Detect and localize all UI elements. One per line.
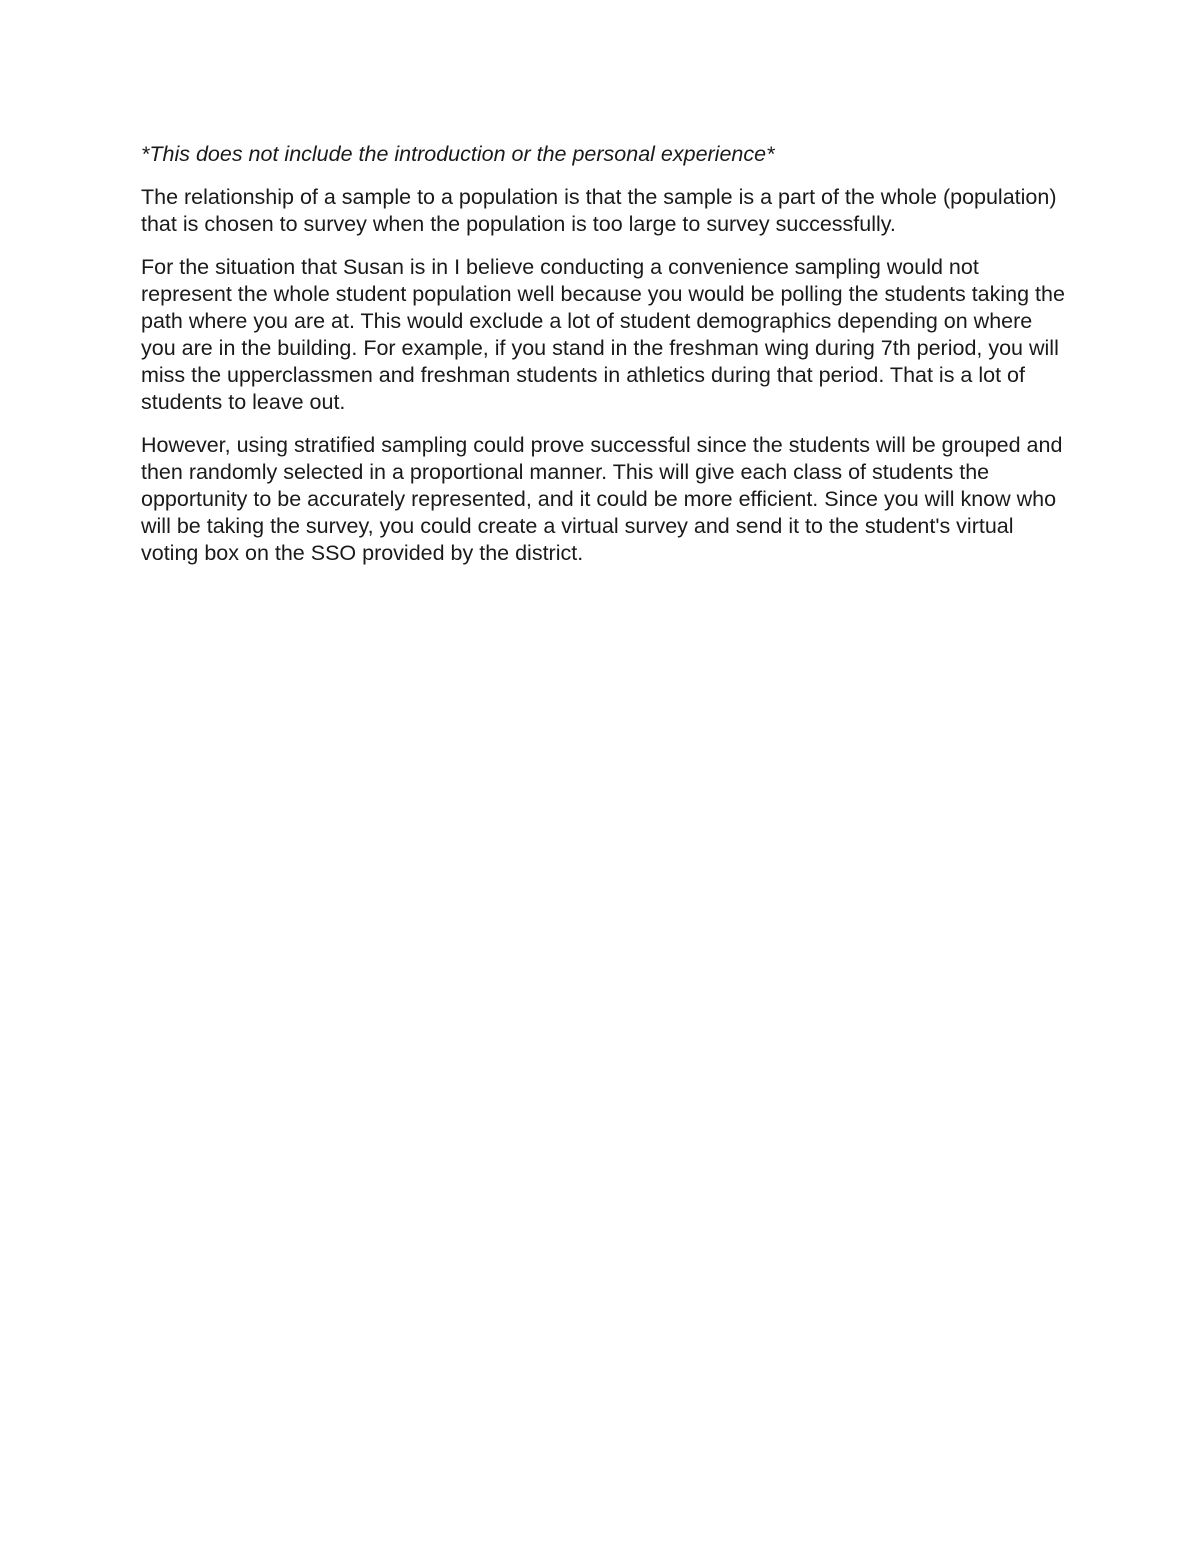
scope-note: *This does not include the introduction or the personal experience*	[141, 142, 775, 166]
paragraph-stratified-sampling: However, using stratified sampling could prove successful since the students will be grouped and then randomly selected in a proportional manner. This will give each class of students the opportunity to be accurately represented, and it could be more efficient. Since you will know who will be taking the survey, you could create a virtual survey and send it to the student's virtual voting box on the SSO provided by the district.	[141, 433, 1063, 565]
paragraph-convenience-sampling: For the situation that Susan is in I believe conducting a convenience sampling would not represent the whole student population well because you would be polling the students taking the path where you are at. This would exclude a lot of student demographics depending on where you are in the building. For example, if you stand in the freshman wing during 7th period, you will miss the upperclassmen and freshman students in athletics during that period. That is a lot of students to leave out.	[141, 255, 1065, 414]
document-body	[141, 141, 1066, 583]
paragraph-sample-population: The relationship of a sample to a population is that the sample is a part of the whole (population) that is chosen to survey when the population is too large to survey successfully.	[141, 185, 1057, 236]
